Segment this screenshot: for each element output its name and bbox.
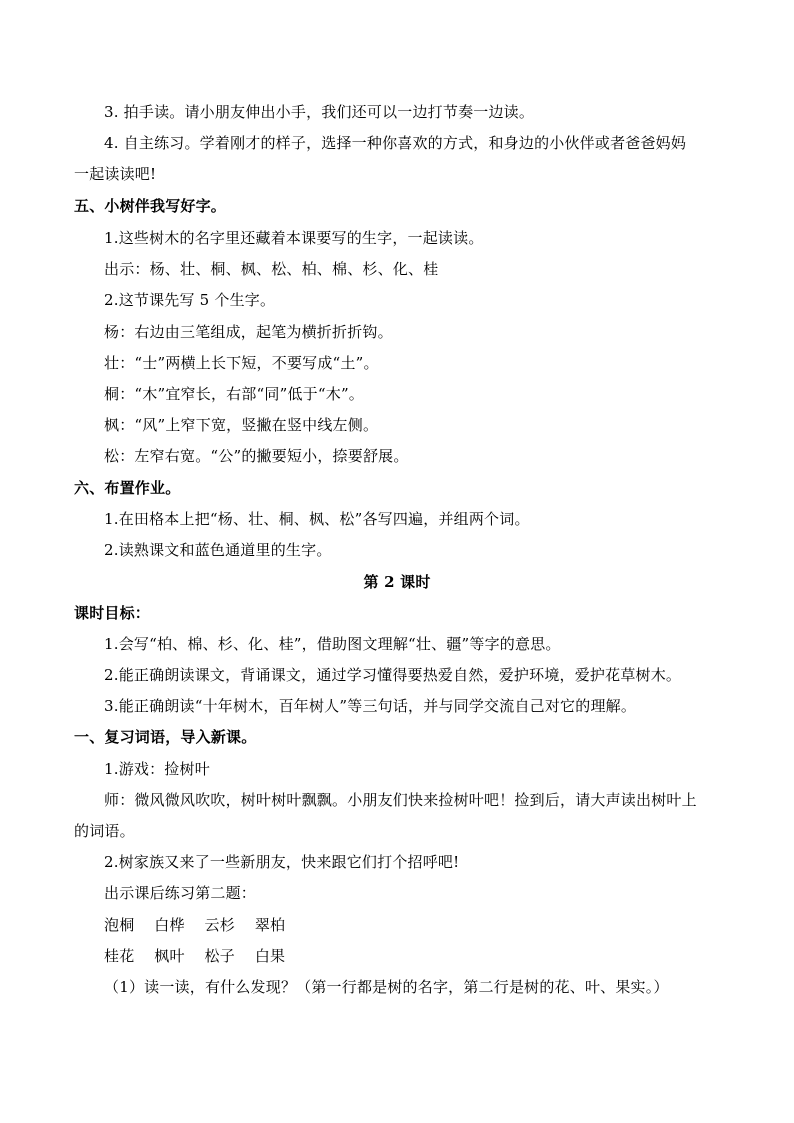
lesson-title: 第 2 课时 [363,573,431,591]
paragraph-6-2: 2.读熟课文和蓝色通道里的生字。 [104,541,332,559]
paragraph-teacher: 师：微风微风吹吹，树叶树叶飘飘。小朋友们快来捡树叶吧！捡到后，请大声读出树叶上 [104,791,697,809]
paragraph-step-3: 3. 拍手读。请小朋友伸出小手，我们还可以一边打节奏一边读。 [104,103,535,121]
paragraph-exercise: 出示课后练习第二题： [104,884,257,902]
section-heading-1: 一、复习词语，导入新课。 [74,728,257,746]
paragraph-step-4: 4. 自主练习。学着刚才的样子，选择一种你喜欢的方式，和身边的小伙伴或者爸爸妈妈 [104,134,687,152]
paragraph-5-1: 1.这些树木的名字里还藏着本课要写的生字，一起读读。 [104,229,484,247]
section-heading-5: 五、小树伴我写好字。 [74,197,227,215]
paragraph-new-friends: 2.树家族又来了一些新朋友，快来跟它们打个招呼吧! [104,853,460,871]
paragraph-question-1: （1）读一读，有什么发现？（第一行都是树的名字，第二行是树的花、叶、果实。） [104,978,669,996]
paragraph-step-4-continued: 一起读读吧! [74,165,157,183]
objective-3: 3.能正确朗读“十年树木，百年树人”等三句话，并与同学交流自己对它的理解。 [104,697,637,715]
word-row-1: 泡桐 白桦 云杉 翠柏 [104,916,286,934]
paragraph-char-zhuang: 壮：“士”两横上长下短，不要写成“土”。 [104,354,379,372]
word-row-2: 桂花 枫叶 松子 白果 [104,947,286,965]
objective-2: 2.能正确朗读课文，背诵课文，通过学习懂得要热爱自然，爱护环境，爱护花草树木。 [104,666,682,684]
paragraph-char-yang: 杨：右边由三笔组成，起笔为横折折折钩。 [104,323,393,341]
paragraph-teacher-continued: 的词语。 [74,822,135,840]
paragraph-5-2: 2.这节课先写 5 个生字。 [104,291,276,309]
paragraph-char-feng: 枫：“风”上窄下宽，竖撇在竖中线左侧。 [104,416,379,434]
paragraph-game: 1.游戏：捡树叶 [104,760,210,778]
paragraph-show-characters: 出示：杨、壮、桐、枫、松、柏、棉、杉、化、桂 [104,260,439,278]
objectives-heading: 课时目标： [74,604,151,622]
paragraph-char-song: 松：左窄右宽。“公”的撇要短小，捺要舒展。 [104,447,409,465]
paragraph-6-1: 1.在田格本上把“杨、壮、桐、枫、松”各写四遍，并组两个词。 [104,510,530,528]
section-heading-6: 六、布置作业。 [74,479,181,497]
objective-1: 1.会写“柏、棉、杉、化、桂”，借助图文理解“壮、疆”等字的意思。 [104,635,561,653]
paragraph-char-tong: 桐：“木”宜窄长，右部“同”低于“木”。 [104,385,365,403]
